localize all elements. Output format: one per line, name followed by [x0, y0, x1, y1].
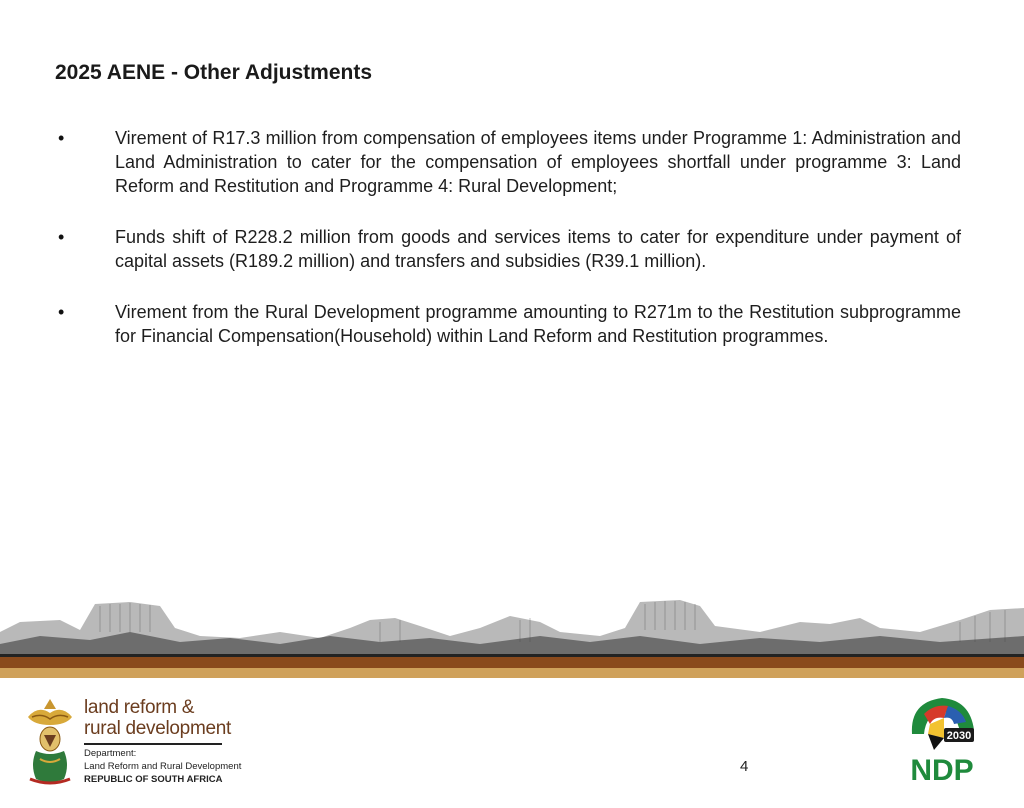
bullet-text: Funds shift of R228.2 million from goods and services items to cater for expenditure under payment of capital assets (R189.2 million) and transfers and subsidies (R39.1 million). — [115, 227, 961, 271]
department-wordmark-line1: land reform & — [84, 697, 195, 718]
slide-title: 2025 AENE - Other Adjustments — [55, 61, 373, 84]
bullet-text: Virement of R17.3 million from compensation of employees items under Programme 1: Administration and Land Administration to cater for the compensation of employees shortfall under programme 3: Land Reform and Restitution and Programme 4: Rural Development; — [115, 128, 961, 196]
bullet-symbol: • — [58, 128, 65, 148]
country-name: REPUBLIC OF SOUTH AFRICA — [84, 774, 223, 785]
department-wordmark-line2: rural development — [84, 718, 231, 739]
department-logo — [22, 695, 282, 791]
page-number: 4 — [740, 758, 749, 775]
footer-band-brown — [0, 657, 1024, 668]
footer-band-gold — [0, 668, 1024, 678]
divider — [84, 743, 222, 745]
bullet-item — [55, 126, 961, 198]
bullet-text: Virement from the Rural Development programme amounting to R271m to the Restitution subprogramme for Financial Compensation(Household) within Land Reform and Restitution programmes. — [115, 302, 961, 346]
ndp-text: NDP — [910, 754, 974, 786]
bullet-item — [55, 225, 961, 273]
bullet-symbol: • — [58, 302, 65, 322]
department-label: Department: — [84, 748, 137, 759]
bullet-list — [55, 126, 961, 375]
department-wordmark — [84, 697, 231, 739]
ndp-year: 2030 — [946, 730, 972, 742]
bullet-item — [55, 300, 961, 348]
coat-of-arms-icon — [22, 695, 78, 787]
landscape-illustration — [0, 592, 1024, 658]
bullet-symbol: • — [58, 227, 65, 247]
ndp-2030-logo — [904, 694, 980, 786]
department-full-name: Land Reform and Rural Development — [84, 761, 242, 772]
